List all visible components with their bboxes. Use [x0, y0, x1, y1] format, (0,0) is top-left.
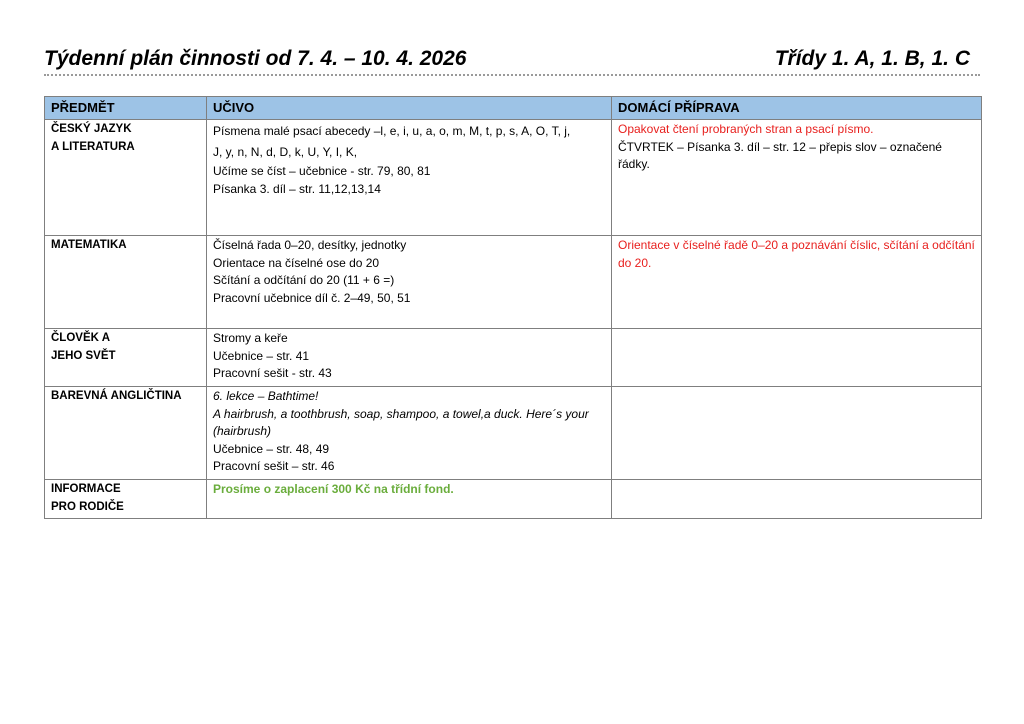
- table-row-world: [45, 329, 982, 387]
- subject-cell: [45, 120, 207, 236]
- classes-title: Třídy 1. A, 1. B, 1. C: [774, 47, 970, 70]
- subject-line: MATEMATIKA: [51, 239, 127, 251]
- curriculum-line: Pracovní učebnice díl č. 2–49, 50, 51: [213, 290, 411, 305]
- curriculum-line: Písmena malé psací abecedy –l, e, i, u, a, o, m, M, t, p, s, A, O, T, j,: [213, 124, 571, 138]
- curriculum-line: Pracovní sešit – str. 46: [213, 459, 335, 473]
- curriculum-cell: [207, 236, 612, 329]
- homework-cell: [612, 480, 982, 519]
- column-header-subject: PŘEDMĚT: [45, 97, 207, 120]
- homework-cell: [612, 120, 982, 236]
- homework-text: ČTVRTEK – Písanka 3. díl – str. 12 – přepis slov – označené řádky.: [618, 139, 942, 171]
- homework-red-text: Orientace v číselné řadě 0–20 a poznávání číslic, sčítání a odčítání do 20.: [618, 238, 975, 270]
- table-row-czech: [45, 120, 982, 236]
- subject-line: ČESKÝ JAZYK: [51, 123, 132, 135]
- curriculum-line: Učebnice – str. 48, 49: [213, 441, 330, 456]
- table-row-english: [45, 387, 982, 480]
- curriculum-cell: [207, 329, 612, 387]
- curriculum-line: Učíme se číst – učebnice - str. 79, 80, 81: [213, 164, 431, 178]
- curriculum-line: Orientace na číselné ose do 20: [213, 255, 380, 270]
- weekly-plan-table: [44, 96, 982, 519]
- subject-line: BAREVNÁ ANGLIČTINA: [51, 390, 182, 402]
- curriculum-line: Číselná řada 0–20, desítky, jednotky: [213, 238, 407, 252]
- header-divider: [44, 74, 980, 76]
- subject-cell: [45, 236, 207, 329]
- curriculum-line: Pracovní sešit - str. 43: [213, 366, 332, 380]
- homework-red-text: Opakovat čtení probraných stran a psací písmo.: [618, 122, 874, 136]
- homework-cell: [612, 236, 982, 329]
- homework-cell: [612, 387, 982, 480]
- subject-line: A LITERATURA: [51, 140, 135, 153]
- curriculum-cell: [207, 387, 612, 480]
- curriculum-line: J, y, n, N, d, D, k, U, Y, I, K,: [213, 145, 358, 159]
- curriculum-line-italic: 6. lekce – Bathtime!: [213, 389, 319, 403]
- curriculum-cell: [207, 120, 612, 236]
- notice-cell: [207, 480, 612, 519]
- column-header-curriculum: UČIVO: [207, 97, 612, 120]
- plan-title: Týdenní plán činnosti od 7. 4. – 10. 4. 2026: [44, 47, 467, 70]
- subject-line: ČLOVĚK A: [51, 332, 110, 344]
- subject-cell: [45, 480, 207, 519]
- table-row-math: [45, 236, 982, 329]
- curriculum-line: Sčítání a odčítání do 20 (11 + 6 =): [213, 273, 395, 287]
- curriculum-line-italic: A hairbrush, a toothbrush, soap, shampoo, a towel,a duck. Here´s your (hairbrush): [213, 406, 589, 438]
- subject-line: JEHO SVĚT: [51, 349, 116, 362]
- curriculum-line: Písanka 3. díl – str. 11,12,13,14: [213, 181, 381, 196]
- column-header-homework: DOMÁCÍ PŘÍPRAVA: [612, 97, 982, 120]
- subject-cell: [45, 387, 207, 480]
- homework-cell: [612, 329, 982, 387]
- table-row-parents-info: [45, 480, 982, 519]
- subject-line: INFORMACE: [51, 483, 121, 495]
- subject-cell: [45, 329, 207, 387]
- table-header-row: [45, 97, 982, 120]
- curriculum-line: Stromy a keře: [213, 331, 288, 345]
- curriculum-line: Učebnice – str. 41: [213, 348, 310, 363]
- page-header: [44, 44, 980, 78]
- parents-notice: Prosíme o zaplacení 300 Kč na třídní fond.: [213, 482, 454, 496]
- subject-line: PRO RODIČE: [51, 500, 124, 513]
